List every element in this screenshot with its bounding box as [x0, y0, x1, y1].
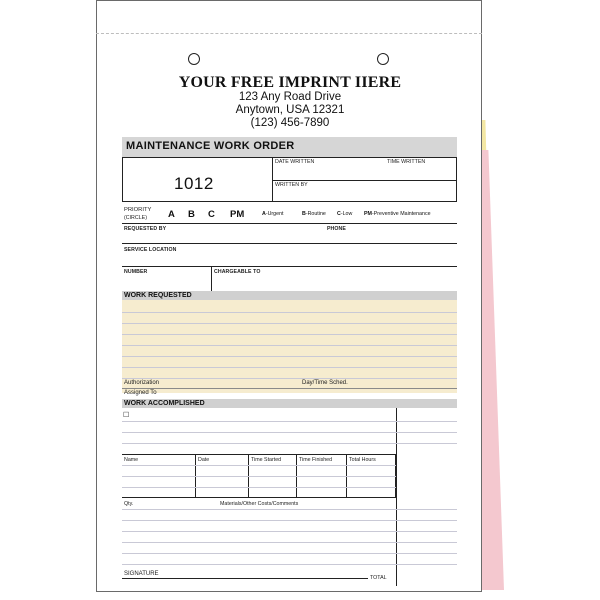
work-requested-band	[122, 291, 457, 300]
priority-legend-a: A-Urgent	[262, 211, 284, 217]
signature-line	[122, 578, 368, 579]
requested-by-label: REQUESTED BY	[124, 226, 167, 232]
imprint-address-2: Anytown, USA 12321	[235, 104, 345, 116]
qty-label: Qty.	[124, 501, 134, 507]
form-title: MAINTENANCE WORK ORDER	[126, 140, 295, 152]
labor-col-name: Name	[124, 457, 139, 463]
work-requested-label: WORK REQUESTED	[124, 292, 192, 299]
written-by-label: WRITTEN BY	[275, 182, 308, 188]
labor-col-time-started: Time Started	[251, 457, 282, 463]
work-order-form	[122, 137, 457, 587]
authorization-label: Authorization	[124, 380, 160, 386]
priority-legend-c: C-Low	[337, 211, 353, 217]
labor-col-date: Date	[198, 457, 210, 463]
date-written-label: DATE WRITTEN	[275, 159, 315, 165]
work-accomplished-band	[122, 399, 457, 408]
materials-label: Materials/Other Costs/Comments	[220, 501, 299, 507]
time-written-label: TIME WRITTEN	[387, 159, 426, 165]
perforation-line	[96, 33, 482, 34]
labor-col-time-finished: Time Finished	[299, 457, 333, 463]
priority-circle-label: (CIRCLE)	[124, 215, 147, 221]
labor-col-total-hours: Total Hours	[349, 457, 376, 463]
work-accomplished-label: WORK ACCOMPLISHED	[124, 400, 205, 407]
priority-option-pm[interactable]: PM	[230, 209, 245, 220]
priority-option-b[interactable]: B	[188, 209, 195, 220]
priority-option-c[interactable]: C	[208, 209, 215, 220]
day-time-sched-label: Day/Time Sched.	[302, 380, 348, 386]
imprint-address-1: 123 Any Road Drive	[238, 91, 342, 103]
phone-label: PHONE	[327, 226, 346, 232]
priority-option-a[interactable]: A	[168, 209, 175, 220]
priority-legend-pm: PM-Preventive Maintenance	[364, 211, 431, 217]
punch-hole-right	[377, 53, 389, 65]
assigned-to-label: Assigned To	[124, 390, 157, 396]
priority-legend-b: B-Routine	[302, 211, 326, 217]
order-number: 1012	[174, 174, 214, 193]
number-label: NUMBER	[124, 269, 148, 275]
priority-row	[124, 206, 454, 222]
punch-hole-left	[188, 53, 200, 65]
signature-label: SIGNATURE	[124, 571, 159, 577]
work-requested-area[interactable]	[122, 300, 457, 393]
accomplished-checkbox[interactable]: ☐	[123, 412, 130, 419]
carbon-copy-pink	[480, 150, 504, 590]
chargeable-to-label: CHARGEABLE TO	[214, 269, 261, 275]
total-label: TOTAL	[370, 575, 387, 581]
priority-label: PRIORITY	[124, 207, 152, 213]
imprint-phone: (123) 456-7890	[250, 117, 330, 129]
imprint-company: YOUR FREE IMPRINT IIERE	[178, 74, 402, 91]
service-location-label: SERVICE LOCATION	[124, 247, 177, 253]
